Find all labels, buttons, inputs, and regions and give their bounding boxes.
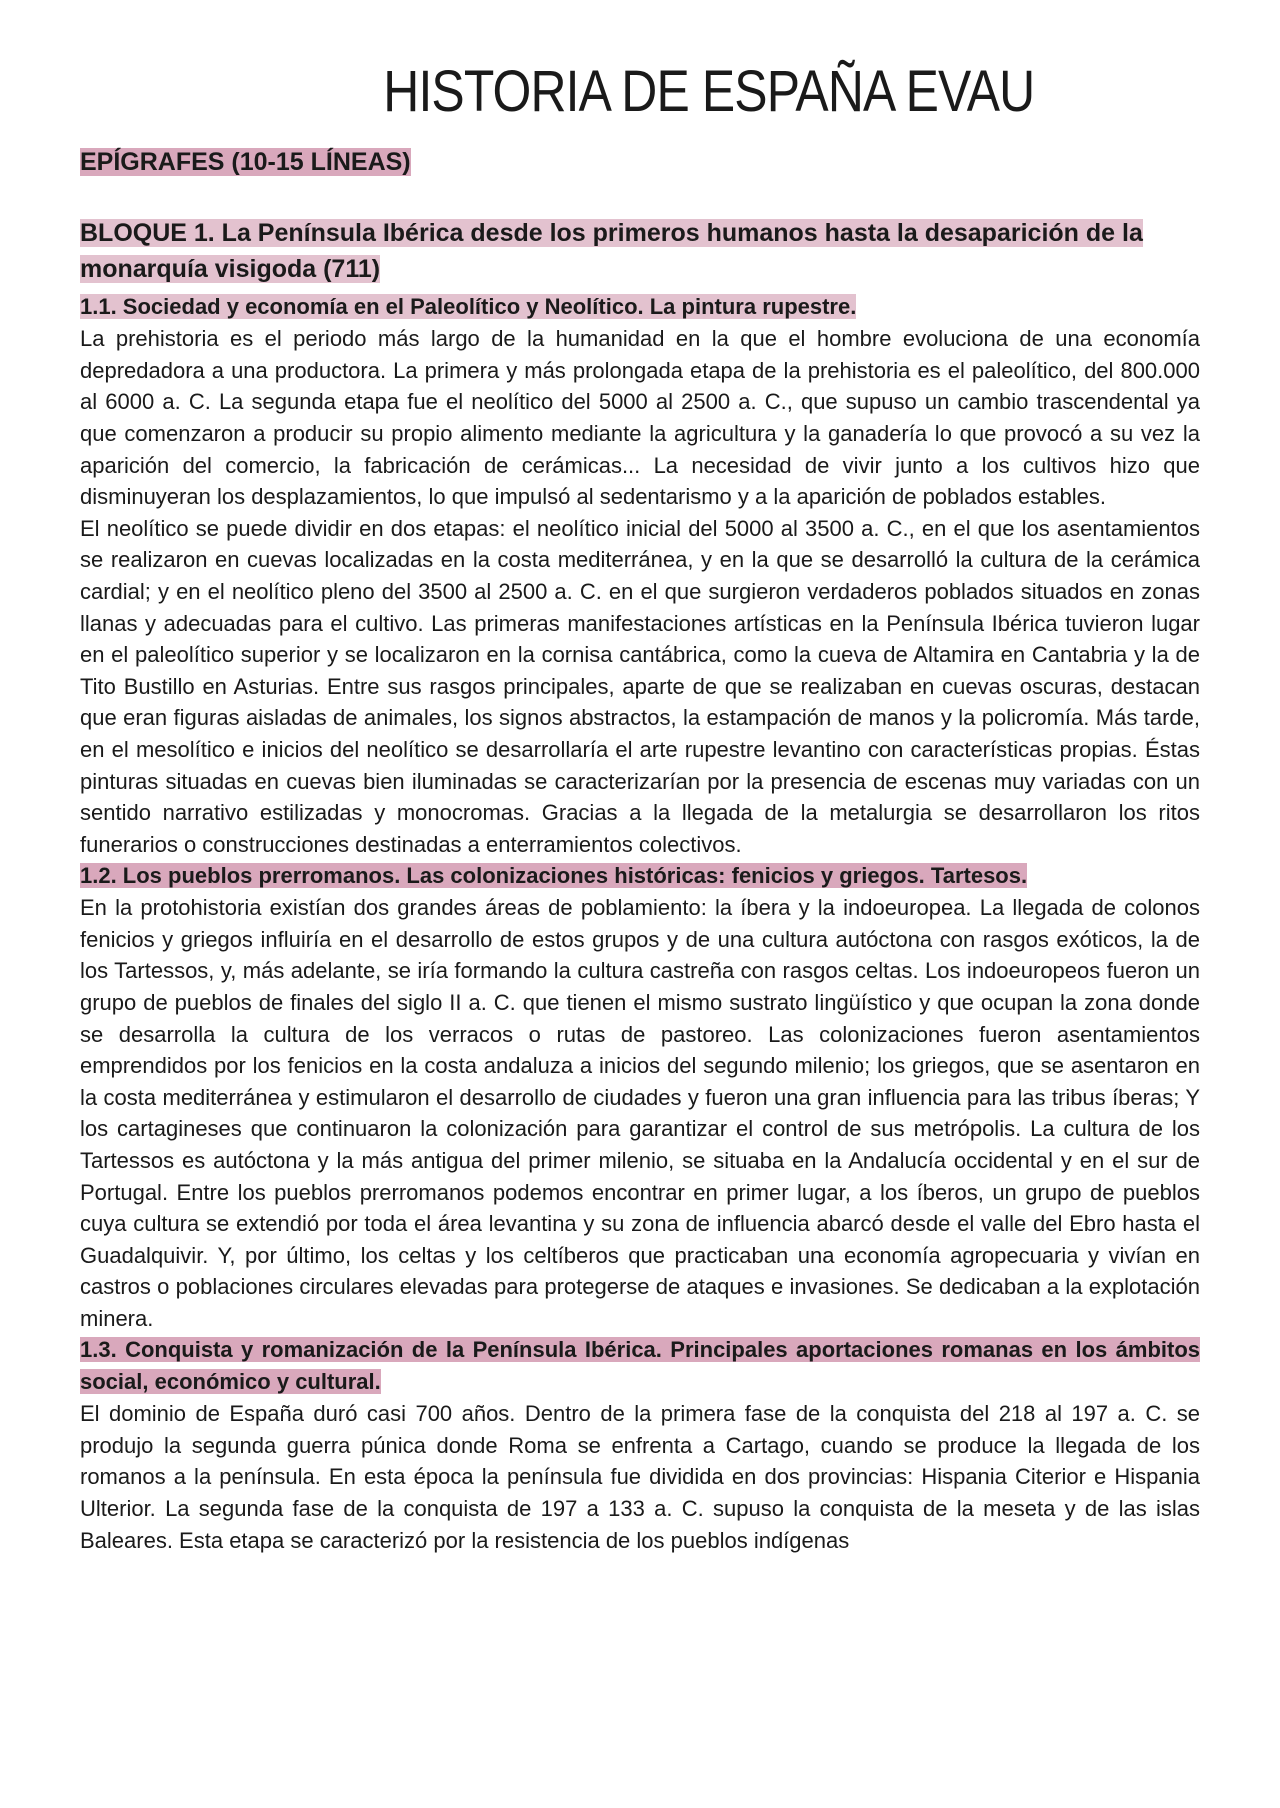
section-heading-label: 1.1. Sociedad y economía en el Paleolítico y Neolítico. La pintura rupestre. (80, 294, 857, 320)
section-heading (80, 291, 1200, 323)
paragraph: La prehistoria es el periodo más largo de la humanidad en la que el hombre evoluciona de una economía depredadora a una productora. La primera y más prolongada etapa de la prehistoria es el paleolítico, del 800.000 al 6000 a. C. La segunda etapa fue el neolítico del 5000 al 2500 a. C., que supuso un cambio trascendental ya que comenzaron a producir su propio alimento mediante la agricultura y la ganadería lo que provocó a su vez la aparición del comercio, la fabricación de cerámicas... La necesidad de vivir junto a los cultivos hizo que disminuyeran los desplazamientos, lo que impulsó al sedentarismo y a la aparición de poblados estables. (80, 326, 1200, 510)
section-1-1 (80, 291, 1200, 860)
page-title: HISTORIA DE ESPAÑA EVAU (383, 59, 1035, 124)
section-heading (80, 860, 1200, 892)
bloque-heading (80, 216, 1200, 287)
section-heading (80, 1334, 1200, 1398)
bloque-label: BLOQUE 1. La Península Ibérica desde los primeros humanos hasta la desaparición de la monarquía visigoda (711) (80, 219, 1143, 283)
epigrafes-heading (80, 146, 1200, 179)
section-heading-label: 1.2. Los pueblos prerromanos. Las colonizaciones históricas: fenicios y griegos. Tartesos. (80, 863, 1028, 889)
epigrafes-label: EPÍGRAFES (10-15 LÍNEAS) (80, 147, 411, 176)
paragraph: El dominio de España duró casi 700 años. Dentro de la primera fase de la conquista del 218 al 197 a. C. se produjo la segunda guerra púnica donde Roma se enfrenta a Cartago, cuando se produce la llegada de los romanos a la península. En esta época la península fue dividida en dos provincias: Hispania Citerior e Hispania Ulterior. La segunda fase de la conquista de 197 a 133 a. C. supuso la conquista de la meseta y de las islas Baleares. Esta etapa se caracterizó por la resistencia de los pueblos indígenas (80, 1401, 1200, 1553)
section-1-2 (80, 860, 1200, 1334)
paragraph: En la protohistoria existían dos grandes áreas de poblamiento: la íbera y la indoeuropea. La llegada de colonos fenicios y griegos influiría en el desarrollo de estos grupos y de una cultura autóctona con rasgos exóticos, la de los Tartessos, y, más adelante, se iría formando la cultura castreña con rasgos celtas. Los indoeuropeos fueron un grupo de pueblos de finales del siglo II a. C. que tienen el mismo sustrato lingüístico y que ocupan la zona donde se desarrolla la cultura de los verracos o rutas de pastoreo. Las colonizaciones fueron asentamientos emprendidos por los fenicios en la costa andaluza a inicios del segundo milenio; los griegos, que se asentaron en la costa mediterránea y estimularon el desarrollo de ciudades y fueron una gran influencia para las tribus íberas; Y los cartagineses que continuaron la colonización para garantizar el control de sus metrópolis. La cultura de los Tartessos es autóctona y la más antigua del primer milenio, se situaba en la Andalucía occidental y en el sur de Portugal. Entre los pueblos prerromanos podemos encontrar en primer lugar, a los íberos, un grupo de pueblos cuya cultura se extendió por toda el área levantina y su zona de influencia abarcó desde el valle del Ebro hasta el Guadalquivir. Y, por último, los celtas y los celtíberos que practicaban una economía agropecuaria y vivían en castros o poblaciones circulares elevadas para protegerse de ataques e invasiones. Se dedicaban a la explotación minera. (80, 895, 1200, 1331)
section-heading-label: 1.3. Conquista y romanización de la Península Ibérica. Principales aportaciones romanas en los ámbitos social, económico y cultural. (80, 1337, 1200, 1395)
document-page (80, 60, 1200, 1556)
paragraph: El neolítico se puede dividir en dos etapas: el neolítico inicial del 5000 al 3500 a. C., en el que los asentamientos se realizaron en cuevas localizadas en la costa mediterránea, y en la que se desarrolló la cultura de la cerámica cardial; y en el neolítico pleno del 3500 al 2500 a. C. en el que surgieron verdaderos poblados situados en zonas llanas y adecuadas para el cultivo. Las primeras manifestaciones artísticas en la Península Ibérica tuvieron lugar en el paleolítico superior y se localizaron en la cornisa cantábrica, como la cueva de Altamira en Cantabria y la de Tito Bustillo en Asturias. Entre sus rasgos principales, aparte de que se realizaban en cuevas oscuras, destacan que eran figuras aisladas de animales, los signos abstractos, la estampación de manos y la policromía. Más tarde, en el mesolítico e inicios del neolítico se desarrollaría el arte rupestre levantino con características propias. Éstas pinturas situadas en cuevas bien iluminadas se caracterizarían por la presencia de escenas muy variadas con un sentido narrativo estilizadas y monocromas. Gracias a la llegada de la metalurgia se desarrollaron los ritos funerarios o construcciones destinadas a enterramientos colectivos. (80, 515, 1200, 857)
section-1-3 (80, 1334, 1200, 1556)
